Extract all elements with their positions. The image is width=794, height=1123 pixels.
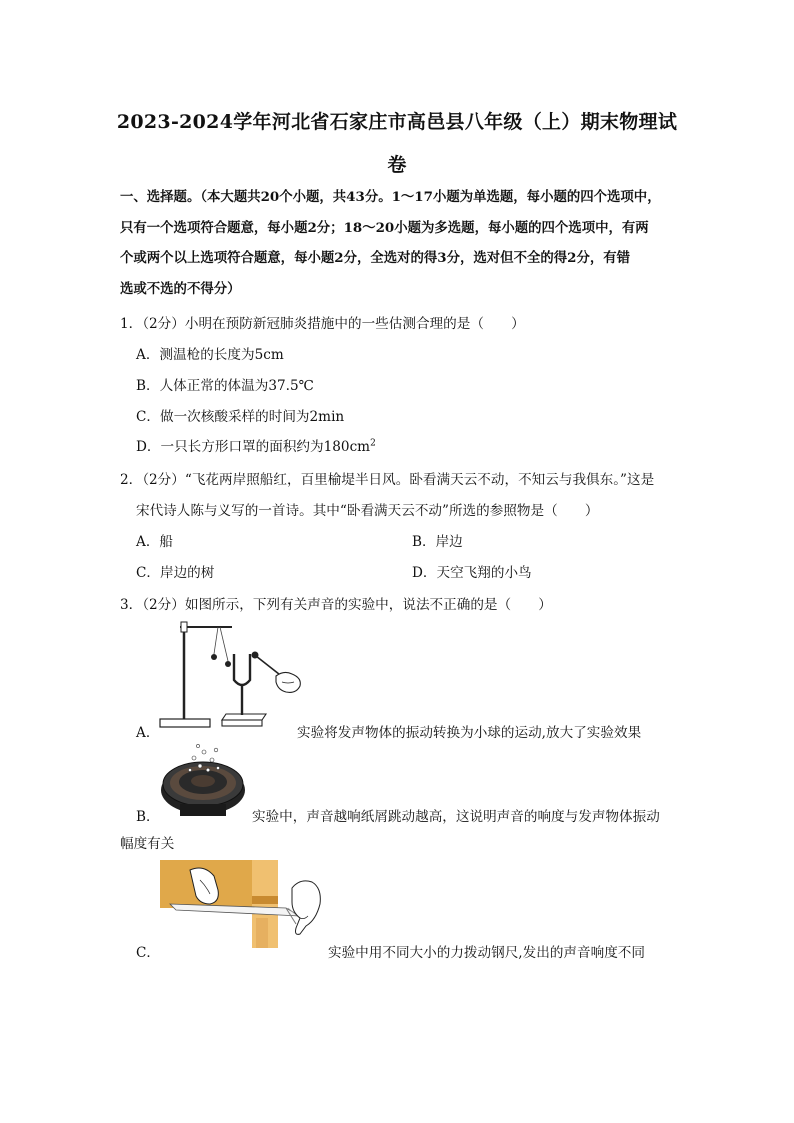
q3-option-c-text: 实验中用不同大小的力拨动钢尺,发出的声音响度不同 bbox=[328, 945, 645, 961]
q3-option-a-text: 实验将发声物体的振动转换为小球的运动,放大了实验效果 bbox=[297, 725, 642, 741]
q3-option-b-label: B． bbox=[136, 809, 160, 825]
q1-option-a: A．测温枪的长度为5cm bbox=[136, 347, 284, 363]
section-line: 一、选择题。（本大题共20个小题，共43分。1～17小题为单选题，每小题的四个选项中， bbox=[120, 189, 661, 205]
q3-option-c-label: C． bbox=[136, 945, 160, 961]
q2-option-b: B．岸边 bbox=[412, 534, 463, 550]
q2-option-c: C．岸边的树 bbox=[136, 565, 215, 581]
q1-option-d-sup: 2 bbox=[370, 438, 376, 449]
q1-option-b: B．人体正常的体温为37.5℃ bbox=[136, 378, 314, 394]
section-line: 个或两个以上选项符合题意，每小题2分，全选对的得3分，选对但不全的得2分，有错 bbox=[120, 250, 631, 266]
section-line: 只有一个选项符合题意，每小题2分；18～20小题为多选题，每小题的四个选项中，有两 bbox=[120, 219, 649, 236]
q2-option-a: A．船 bbox=[136, 534, 174, 550]
ruler-on-table-figure bbox=[160, 860, 325, 952]
section-line: 选或不选的不得分） bbox=[120, 280, 241, 297]
q1-option-c: C．做一次核酸采样的时间为2min bbox=[136, 409, 345, 425]
section-instructions bbox=[120, 182, 680, 304]
page-title-line2: 卷 bbox=[387, 154, 407, 176]
q3-option-b-text-line2: 幅度有关 bbox=[120, 836, 175, 852]
q1-option-d-text: D．一只长方形口罩的面积约为180cm bbox=[136, 439, 371, 455]
tuning-fork-pendulum-figure bbox=[158, 616, 308, 736]
q2-stem-line2: 宋代诗人陈与义写的一首诗。其中“卧看满天云不动”所选的参照物是（ ） bbox=[136, 503, 599, 519]
q1-option-d bbox=[136, 435, 376, 455]
q3-option-b-text-line1: 实验中，声音越响纸屑跳动越高，这说明声音的响度与发声物体振动 bbox=[252, 809, 660, 825]
speaker-with-paper-bits-figure bbox=[158, 738, 248, 820]
q3-stem: 3．（2分）如图所示，下列有关声音的实验中，说法不正确的是（ ） bbox=[120, 597, 552, 613]
q2-option-d: D．天空飞翔的小鸟 bbox=[412, 565, 532, 581]
q3-option-a-label: A． bbox=[136, 725, 160, 741]
page-title-line1: 2023-2024学年河北省石家庄市高邑县八年级（上）期末物理试 bbox=[116, 111, 678, 133]
q2-stem-line1: 2．（2分）“飞花两岸照船红，百里榆堤半日风。卧看满天云不动，不知云与我俱东。”这是 bbox=[120, 472, 655, 488]
q1-stem: 1．（2分）小明在预防新冠肺炎措施中的一些估测合理的是（ ） bbox=[120, 316, 525, 332]
